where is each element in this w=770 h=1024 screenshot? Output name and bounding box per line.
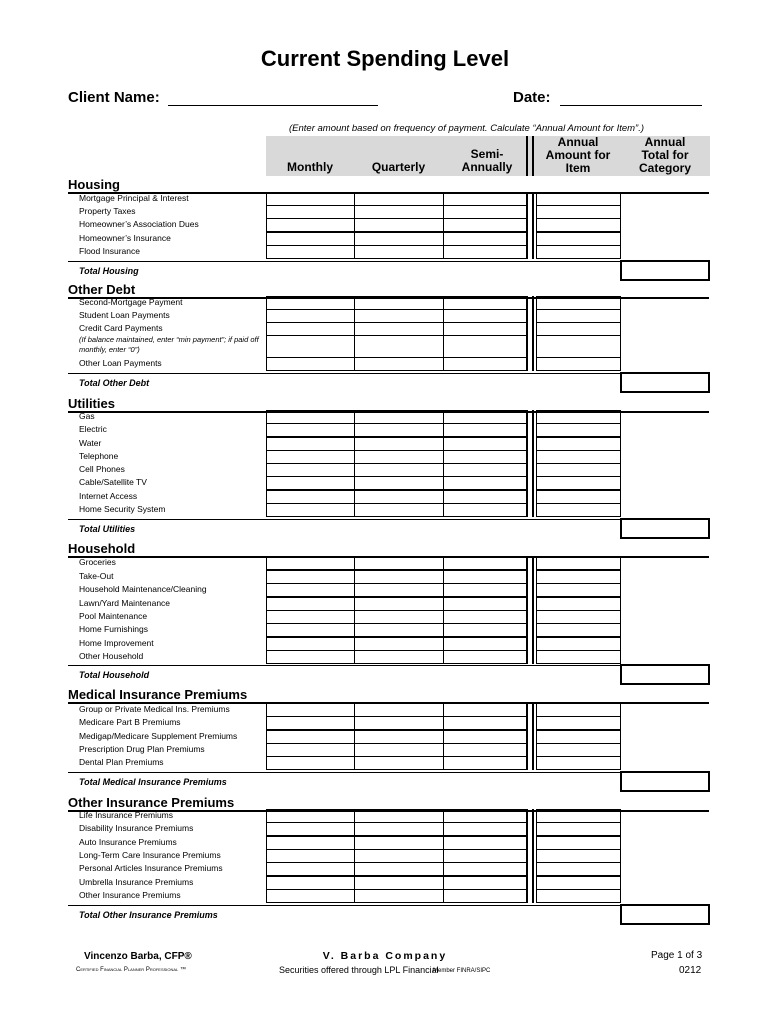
annual-item-input[interactable] xyxy=(536,192,621,206)
quarterly-input[interactable] xyxy=(354,623,444,637)
monthly-input[interactable] xyxy=(266,716,355,730)
column-divider xyxy=(526,703,528,770)
line-item-label: Electric xyxy=(79,424,107,434)
annual-item-input[interactable] xyxy=(536,463,621,477)
line-item-label: Prescription Drug Plan Premiums xyxy=(79,744,205,754)
column-divider xyxy=(526,192,528,259)
annual-item-input[interactable] xyxy=(536,650,621,664)
quarterly-input[interactable] xyxy=(354,610,444,624)
annual-item-input[interactable] xyxy=(536,232,621,246)
annual-item-input[interactable] xyxy=(536,437,621,451)
annual-item-input[interactable] xyxy=(536,849,621,863)
quarterly-input[interactable] xyxy=(354,218,444,232)
semi-annual-input[interactable] xyxy=(443,296,527,310)
line-item-label: Homeowner’s Association Dues xyxy=(79,219,199,229)
line-item-label: Pool Maintenance xyxy=(79,611,148,621)
section-heading: Household xyxy=(68,541,136,556)
line-item-label: Groceries xyxy=(79,557,116,567)
page-title: Current Spending Level xyxy=(260,46,510,71)
date-field[interactable] xyxy=(560,89,702,106)
monthly-input[interactable] xyxy=(266,335,355,358)
monthly-input[interactable] xyxy=(266,357,355,371)
line-item-label: Life Insurance Premiums xyxy=(79,810,174,820)
line-item-label: Group or Private Medical Ins. Premiums xyxy=(79,704,230,714)
annual-item-input[interactable] xyxy=(536,809,621,823)
quarterly-input[interactable] xyxy=(354,245,444,259)
section-total-label: Total Household xyxy=(79,670,150,680)
total-rule xyxy=(68,772,620,773)
annual-item-input[interactable] xyxy=(536,335,621,358)
column-divider xyxy=(532,192,534,259)
monthly-input[interactable] xyxy=(266,410,355,424)
monthly-input[interactable] xyxy=(266,192,355,206)
monthly-input[interactable] xyxy=(266,490,355,504)
line-item-label: Medigap/Medicare Supplement Premiums xyxy=(79,731,238,741)
section-total-label: Total Other Insurance Premiums xyxy=(79,910,218,920)
semi-annual-input[interactable] xyxy=(443,730,527,744)
col-monthly: Monthly xyxy=(287,160,333,174)
quarterly-input[interactable] xyxy=(354,476,444,490)
semi-annual-input[interactable] xyxy=(443,245,527,259)
quarterly-input[interactable] xyxy=(354,192,444,206)
annual-item-input[interactable] xyxy=(536,570,621,584)
annual-item-input[interactable] xyxy=(536,410,621,424)
header-divider xyxy=(526,136,528,176)
monthly-input[interactable] xyxy=(266,205,355,219)
monthly-input[interactable] xyxy=(266,232,355,246)
column-divider xyxy=(526,809,528,903)
quarterly-input[interactable] xyxy=(354,889,444,903)
monthly-input[interactable] xyxy=(266,637,355,651)
semi-annual-input[interactable] xyxy=(443,889,527,903)
column-divider xyxy=(532,809,534,903)
col-quarterly: Quarterly xyxy=(371,160,426,174)
semi-annual-input[interactable] xyxy=(443,490,527,504)
section-heading: Medical Insurance Premiums xyxy=(68,687,248,702)
monthly-input[interactable] xyxy=(266,822,355,836)
monthly-input[interactable] xyxy=(266,623,355,637)
quarterly-input[interactable] xyxy=(354,296,444,310)
semi-annual-input[interactable] xyxy=(443,570,527,584)
semi-annual-input[interactable] xyxy=(443,335,527,358)
annual-item-input[interactable] xyxy=(536,703,621,717)
line-item-label: Gas xyxy=(79,411,95,421)
header-divider xyxy=(532,136,534,176)
advisor-designation: Certified Financial Planner Professional ™ xyxy=(76,967,186,973)
quarterly-input[interactable] xyxy=(354,862,444,876)
quarterly-input[interactable] xyxy=(354,410,444,424)
company-name: V. Barba Company xyxy=(322,950,448,962)
quarterly-input[interactable] xyxy=(354,205,444,219)
section-total-input[interactable] xyxy=(620,771,710,792)
col-annual-item: Annual Amount for Item xyxy=(545,135,611,175)
quarterly-input[interactable] xyxy=(354,309,444,323)
semi-annual-input[interactable] xyxy=(443,205,527,219)
semi-annual-input[interactable] xyxy=(443,822,527,836)
quarterly-input[interactable] xyxy=(354,703,444,717)
col-annual-category: Annual Total for Category xyxy=(638,135,691,175)
line-item-label: (If balance maintained, enter “min payment”; if paid off monthly, enter “0”) xyxy=(79,335,259,354)
semi-annual-input[interactable] xyxy=(443,703,527,717)
monthly-input[interactable] xyxy=(266,889,355,903)
quarterly-input[interactable] xyxy=(354,570,444,584)
monthly-input[interactable] xyxy=(266,650,355,664)
member-line: Member FINRA/SIPC xyxy=(433,968,491,974)
quarterly-input[interactable] xyxy=(354,716,444,730)
section-total-input[interactable] xyxy=(620,518,710,539)
annual-item-input[interactable] xyxy=(536,423,621,437)
line-item-label: Other Household xyxy=(79,651,144,661)
quarterly-input[interactable] xyxy=(354,637,444,651)
securities-line: Securities offered through LPL Financial xyxy=(279,965,439,975)
monthly-input[interactable] xyxy=(266,218,355,232)
line-item-label: Second-Mortgage Payment xyxy=(79,297,183,307)
line-item-label: Auto Insurance Premiums xyxy=(79,837,177,847)
quarterly-input[interactable] xyxy=(354,730,444,744)
monthly-input[interactable] xyxy=(266,610,355,624)
semi-annual-input[interactable] xyxy=(443,476,527,490)
advisor-name: Vincenzo Barba, CFP® xyxy=(84,951,192,962)
monthly-input[interactable] xyxy=(266,423,355,437)
semi-annual-input[interactable] xyxy=(443,836,527,850)
annual-item-input[interactable] xyxy=(536,889,621,903)
section-total-label: Total Housing xyxy=(79,266,139,276)
monthly-input[interactable] xyxy=(266,809,355,823)
line-item-label: Take-Out xyxy=(79,571,114,581)
line-item-label: Student Loan Payments xyxy=(79,310,170,320)
date-label: Date: xyxy=(513,89,551,106)
line-item-label: Personal Articles Insurance Premiums xyxy=(79,863,223,873)
total-rule xyxy=(68,519,620,520)
semi-annual-input[interactable] xyxy=(443,503,527,517)
annual-item-input[interactable] xyxy=(536,637,621,651)
annual-item-input[interactable] xyxy=(536,876,621,890)
line-item-label: Home Security System xyxy=(79,504,166,514)
monthly-input[interactable] xyxy=(266,309,355,323)
line-item-label: Disability Insurance Premiums xyxy=(79,823,194,833)
monthly-input[interactable] xyxy=(266,570,355,584)
line-item-label: Cell Phones xyxy=(79,464,125,474)
quarterly-input[interactable] xyxy=(354,556,444,570)
line-item-label: Cable/Satellite TV xyxy=(79,477,147,487)
semi-annual-input[interactable] xyxy=(443,849,527,863)
semi-annual-input[interactable] xyxy=(443,756,527,770)
semi-annual-input[interactable] xyxy=(443,716,527,730)
quarterly-input[interactable] xyxy=(354,463,444,477)
annual-item-input[interactable] xyxy=(536,503,621,517)
annual-item-input[interactable] xyxy=(536,556,621,570)
monthly-input[interactable] xyxy=(266,322,355,336)
section-total-label: Total Utilities xyxy=(79,524,136,534)
monthly-input[interactable] xyxy=(266,730,355,744)
category-column-border xyxy=(620,192,621,259)
annual-item-input[interactable] xyxy=(536,476,621,490)
line-item-label: Credit Card Payments xyxy=(79,323,163,333)
form-code: 0212 xyxy=(679,965,702,976)
semi-annual-input[interactable] xyxy=(443,743,527,757)
annual-item-input[interactable] xyxy=(536,822,621,836)
line-item-label: Water xyxy=(79,438,102,448)
total-rule xyxy=(68,905,620,906)
monthly-input[interactable] xyxy=(266,450,355,464)
quarterly-input[interactable] xyxy=(354,335,444,358)
annual-item-input[interactable] xyxy=(536,450,621,464)
section-heading: Housing xyxy=(68,177,120,192)
annual-item-input[interactable] xyxy=(536,205,621,219)
category-column-border xyxy=(620,809,621,903)
quarterly-input[interactable] xyxy=(354,357,444,371)
line-item-label: Flood Insurance xyxy=(79,246,140,256)
section-total-label: Total Medical Insurance Premiums xyxy=(79,777,227,787)
semi-annual-input[interactable] xyxy=(443,583,527,597)
annual-item-input[interactable] xyxy=(536,862,621,876)
quarterly-input[interactable] xyxy=(354,232,444,246)
total-rule xyxy=(68,665,620,666)
annual-item-input[interactable] xyxy=(536,296,621,310)
column-divider xyxy=(526,296,528,371)
line-item-label: Property Taxes xyxy=(79,206,136,216)
quarterly-input[interactable] xyxy=(354,597,444,611)
monthly-input[interactable] xyxy=(266,556,355,570)
monthly-input[interactable] xyxy=(266,849,355,863)
monthly-input[interactable] xyxy=(266,703,355,717)
annual-item-input[interactable] xyxy=(536,756,621,770)
section-total-label: Total Other Debt xyxy=(79,378,150,388)
total-rule xyxy=(68,261,620,262)
annual-item-input[interactable] xyxy=(536,218,621,232)
column-divider xyxy=(532,556,534,664)
semi-annual-input[interactable] xyxy=(443,192,527,206)
quarterly-input[interactable] xyxy=(354,503,444,517)
line-item-label: Telephone xyxy=(79,451,119,461)
line-item-label: Homeowner’s Insurance xyxy=(79,233,171,243)
semi-annual-input[interactable] xyxy=(443,322,527,336)
monthly-input[interactable] xyxy=(266,756,355,770)
semi-annual-input[interactable] xyxy=(443,232,527,246)
quarterly-input[interactable] xyxy=(354,836,444,850)
semi-annual-input[interactable] xyxy=(443,423,527,437)
quarterly-input[interactable] xyxy=(354,322,444,336)
semi-annual-input[interactable] xyxy=(443,450,527,464)
section-total-input[interactable] xyxy=(620,904,710,925)
monthly-input[interactable] xyxy=(266,836,355,850)
quarterly-input[interactable] xyxy=(354,849,444,863)
semi-annual-input[interactable] xyxy=(443,556,527,570)
monthly-input[interactable] xyxy=(266,503,355,517)
semi-annual-input[interactable] xyxy=(443,597,527,611)
line-item-label: Umbrella Insurance Premiums xyxy=(79,877,194,887)
semi-annual-input[interactable] xyxy=(443,876,527,890)
section-heading: Other Insurance Premiums xyxy=(68,795,235,810)
quarterly-input[interactable] xyxy=(354,809,444,823)
quarterly-input[interactable] xyxy=(354,650,444,664)
section-total-input[interactable] xyxy=(620,372,710,393)
monthly-input[interactable] xyxy=(266,597,355,611)
semi-annual-input[interactable] xyxy=(443,357,527,371)
semi-annual-input[interactable] xyxy=(443,623,527,637)
quarterly-input[interactable] xyxy=(354,756,444,770)
line-item-label: Other Insurance Premiums xyxy=(79,890,181,900)
column-divider xyxy=(526,556,528,664)
annual-item-input[interactable] xyxy=(536,743,621,757)
line-item-label: Medicare Part B Premiums xyxy=(79,717,181,727)
column-divider xyxy=(532,296,534,371)
category-column-border xyxy=(620,703,621,770)
total-rule xyxy=(68,373,620,374)
annual-item-input[interactable] xyxy=(536,309,621,323)
category-column-border xyxy=(620,410,621,517)
semi-annual-input[interactable] xyxy=(443,218,527,232)
col-semi-annually: Semi- Annually xyxy=(461,147,513,174)
line-item-label: Dental Plan Premiums xyxy=(79,757,164,767)
quarterly-input[interactable] xyxy=(354,876,444,890)
annual-item-input[interactable] xyxy=(536,583,621,597)
semi-annual-input[interactable] xyxy=(443,637,527,651)
quarterly-input[interactable] xyxy=(354,490,444,504)
category-column-border xyxy=(620,296,621,371)
section-heading: Other Debt xyxy=(68,282,136,297)
line-item-label: Other Loan Payments xyxy=(79,358,162,368)
annual-item-input[interactable] xyxy=(536,623,621,637)
monthly-input[interactable] xyxy=(266,476,355,490)
line-item-label: Mortgage Principal & Interest xyxy=(79,193,189,203)
annual-item-input[interactable] xyxy=(536,357,621,371)
page-number: Page 1 of 3 xyxy=(651,950,703,961)
client-name-field[interactable] xyxy=(168,89,378,106)
section-total-input[interactable] xyxy=(620,664,710,685)
annual-item-input[interactable] xyxy=(536,716,621,730)
semi-annual-input[interactable] xyxy=(443,410,527,424)
line-item-label: Long-Term Care Insurance Premiums xyxy=(79,850,221,860)
annual-item-input[interactable] xyxy=(536,245,621,259)
semi-annual-input[interactable] xyxy=(443,809,527,823)
semi-annual-input[interactable] xyxy=(443,463,527,477)
line-item-label: Home Improvement xyxy=(79,638,154,648)
line-item-label: Lawn/Yard Maintenance xyxy=(79,598,171,608)
semi-annual-input[interactable] xyxy=(443,650,527,664)
semi-annual-input[interactable] xyxy=(443,862,527,876)
line-item-label: Internet Access xyxy=(79,491,138,501)
annual-item-input[interactable] xyxy=(536,836,621,850)
monthly-input[interactable] xyxy=(266,743,355,757)
monthly-input[interactable] xyxy=(266,862,355,876)
semi-annual-input[interactable] xyxy=(443,437,527,451)
monthly-input[interactable] xyxy=(266,463,355,477)
semi-annual-input[interactable] xyxy=(443,610,527,624)
column-divider xyxy=(526,410,528,517)
instruction-note: (Enter amount based on frequency of payment. Calculate “Annual Amount for Item”.) xyxy=(289,123,645,134)
annual-item-input[interactable] xyxy=(536,490,621,504)
monthly-input[interactable] xyxy=(266,245,355,259)
section-total-input[interactable] xyxy=(620,260,710,281)
quarterly-input[interactable] xyxy=(354,743,444,757)
quarterly-input[interactable] xyxy=(354,437,444,451)
monthly-input[interactable] xyxy=(266,876,355,890)
client-name-label: Client Name: xyxy=(68,89,160,106)
line-item-label: Household Maintenance/Cleaning xyxy=(79,584,207,594)
quarterly-input[interactable] xyxy=(354,450,444,464)
annual-item-input[interactable] xyxy=(536,730,621,744)
quarterly-input[interactable] xyxy=(354,423,444,437)
quarterly-input[interactable] xyxy=(354,822,444,836)
line-item-label: Home Furnishings xyxy=(79,624,148,634)
section-heading: Utilities xyxy=(68,396,115,411)
quarterly-input[interactable] xyxy=(354,583,444,597)
monthly-input[interactable] xyxy=(266,583,355,597)
column-divider xyxy=(532,410,534,517)
annual-item-input[interactable] xyxy=(536,322,621,336)
monthly-input[interactable] xyxy=(266,437,355,451)
annual-item-input[interactable] xyxy=(536,597,621,611)
monthly-input[interactable] xyxy=(266,296,355,310)
category-column-border xyxy=(620,556,621,664)
annual-item-input[interactable] xyxy=(536,610,621,624)
column-divider xyxy=(532,703,534,770)
semi-annual-input[interactable] xyxy=(443,309,527,323)
